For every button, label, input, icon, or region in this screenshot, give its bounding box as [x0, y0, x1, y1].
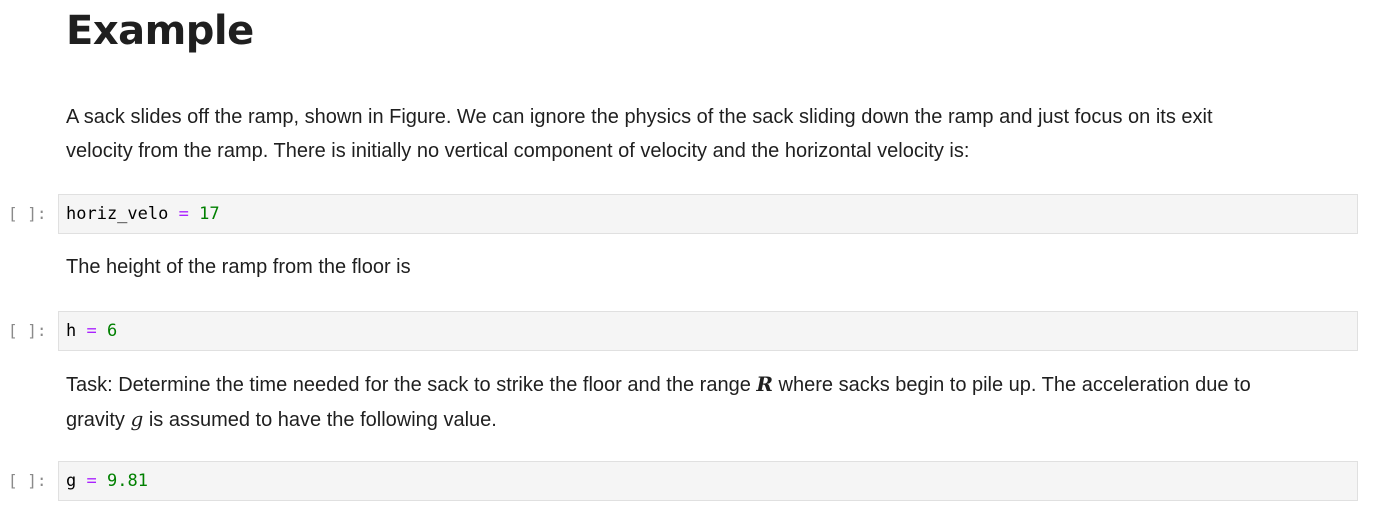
notebook-heading: Example [66, 8, 254, 54]
code-cell-h[interactable] [58, 311, 1358, 351]
intro-line-1: A sack slides off the ramp, shown in Figure. We can ignore the physics of the sack sliding down the ramp and just focus on its exit [66, 106, 1213, 128]
code-variable: h [66, 321, 77, 341]
code-operator: = [178, 204, 189, 224]
math-var-R: R [756, 372, 773, 396]
cell-prompt-3: [ ]: [8, 471, 47, 490]
code-variable: horiz_velo [66, 204, 169, 224]
cell-prompt-1: [ ]: [8, 204, 47, 223]
code-cell-g[interactable] [58, 461, 1358, 501]
code-variable: g [66, 471, 77, 491]
task-text-2: where sacks begin to pile up. The acceleration due to [773, 374, 1251, 396]
gravity-rest-text: is assumed to have the following value. [143, 409, 497, 431]
math-var-g: g [130, 407, 144, 431]
height-text: The height of the ramp from the floor is [66, 256, 411, 278]
markdown-cell-task [66, 367, 1356, 437]
task-line-2 [66, 402, 1356, 437]
markdown-cell-height [66, 250, 1356, 284]
gravity-text: gravity [66, 409, 131, 431]
markdown-cell-intro [66, 100, 1356, 168]
task-text-1: Task: Determine the time needed for the sack to strike the floor and the range [66, 374, 757, 396]
task-line-1 [66, 367, 1356, 402]
code-number: 9.81 [107, 471, 148, 491]
code-number: 17 [199, 204, 220, 224]
code-cell-horiz-velo[interactable] [58, 194, 1358, 234]
code-number: 6 [107, 321, 118, 341]
cell-prompt-2: [ ]: [8, 321, 47, 340]
code-operator: = [86, 471, 97, 491]
intro-line-2: velocity from the ramp. There is initially no vertical component of velocity and the horizontal velocity is: [66, 140, 970, 162]
code-operator: = [86, 321, 97, 341]
